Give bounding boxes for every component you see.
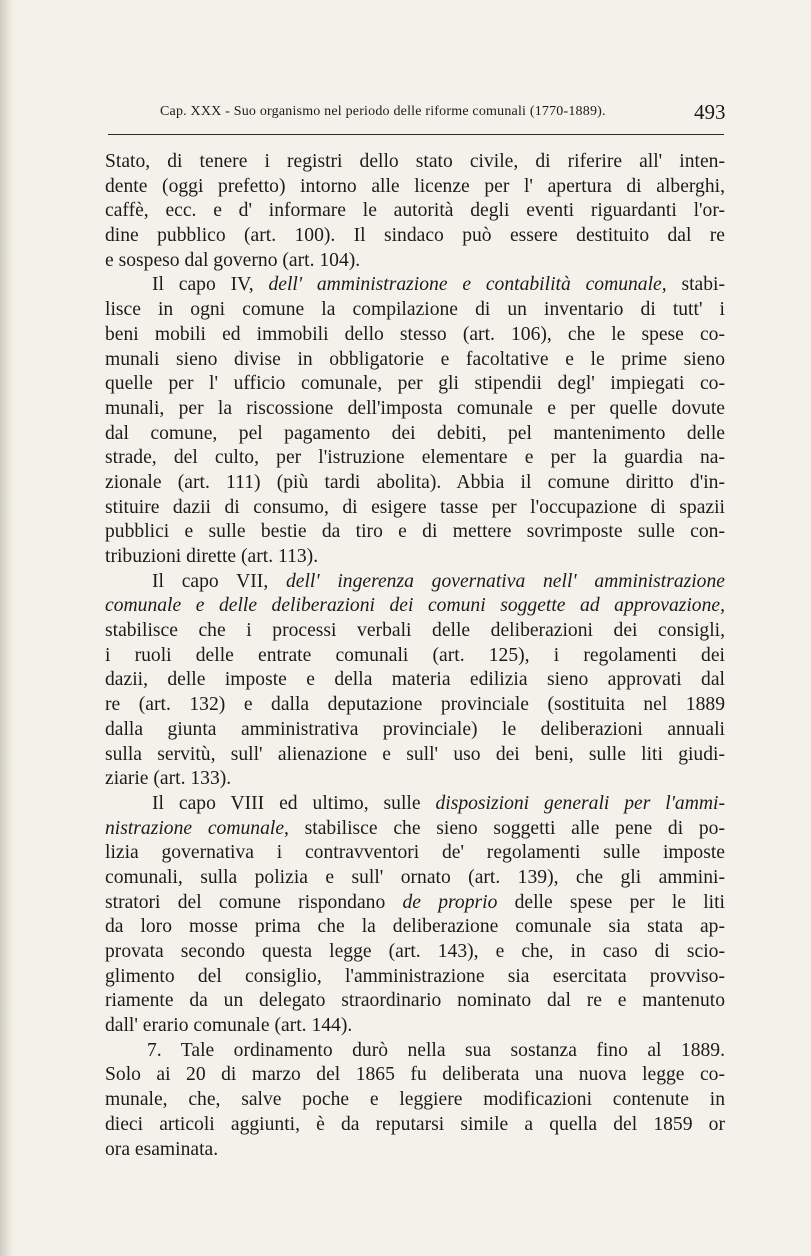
page-number: 493 (694, 100, 726, 124)
text-line: dalla giunta amministrativa provinciale) le deliberazioni annuali (105, 718, 725, 740)
text-line: munali, per la riscossione dell'imposta comunale e per quelle dovute (105, 397, 725, 419)
text-line: pubblici e sulle bestie da tiro e di mettere sovrimposte sulle con- (105, 521, 725, 543)
text-line: ziarie (art. 133). (105, 768, 232, 790)
text-line: glimento del consiglio, l'amministrazione sia esercitata provviso- (105, 965, 725, 987)
text-line: tribuzioni dirette (art. 113). (105, 546, 319, 567)
text-line: provata secondo questa legge (art. 143), e che, in caso di scio- (105, 941, 725, 962)
text-line: stabilisce che i processi verbali delle deliberazioni dei consigli, (105, 620, 725, 642)
text-line: dente (oggi prefetto) intorno alle licenze per l' apertura di alberghi, (105, 175, 725, 197)
text-line: strade, del culto, per l'istruzione elementare e per la guardia na- (105, 447, 725, 469)
text-line: zionale (art. 111) (più tardi abolita). Abbia il comune diritto d'in- (105, 471, 725, 493)
text-line: quelle per l' ufficio comunale, per gli stipendii degl' impiegati co- (105, 373, 725, 395)
text-line: dine pubblico (art. 100). Il sindaco può essere destituito dal re (105, 225, 725, 247)
text-line: munali sieno divise in obbligatorie e facoltative e le prime sieno (105, 348, 725, 370)
text-line: dieci articoli aggiunti, è da reputarsi simile a quella del 1859 or (105, 1113, 725, 1135)
text-line: dall' erario comunale (art. 144). (105, 1015, 353, 1037)
text-line: Il capo VIII ed ultimo, sulle disposizioni generali per l'ammi- (152, 792, 726, 814)
text-line: lizia governativa i contravventori de' regolamenti sulle imposte (105, 842, 725, 864)
text-line: sulla servitù, sull' alienazione e sull' uso dei beni, sulle liti giudi- (105, 743, 725, 765)
text-line: beni mobili ed immobili dello stesso (art. 106), che le spese co- (105, 323, 725, 345)
text-line: e sospeso dal governo (art. 104). (105, 249, 361, 271)
text-line: re (art. 132) e dalla deputazione provinciale (sostituita nel 1889 (105, 694, 725, 716)
text-line: Il capo VII, dell' ingerenza governativa nell' amministrazione (152, 570, 725, 592)
text-line: lisce in ogni comune la compilazione di un inventario di tutt' i (105, 299, 725, 321)
italic-phrase: de proprio (402, 891, 498, 913)
text-line: munale, che, salve poche e leggiere modificazioni contenute in (105, 1089, 725, 1111)
body-text (105, 150, 725, 1162)
page-binding-shadow (0, 0, 14, 1256)
italic-phrase: nistrazione comunale, (105, 817, 289, 839)
italic-phrase: dell' amministrazione e contabilità comunale, (268, 274, 667, 296)
text-line: caffè, ecc. e d' informare le autorità degli eventi riguardanti l'or- (105, 200, 725, 222)
text-line: Il capo IV, dell' amministrazione e contabilità comunale, stabi- (152, 274, 726, 296)
text-line: 7. Tale ordinamento durò nella sua sostanza fino al 1889. (147, 1039, 725, 1061)
text-line: da loro mosse prima che la deliberazione comunale sia stata ap- (105, 916, 725, 938)
italic-phrase: dell' ingerenza governativa nell' amministrazione (286, 570, 725, 592)
header-rule (108, 134, 724, 135)
italic-phrase: comunale e delle deliberazioni dei comuni soggette ad approvazione, (105, 595, 725, 617)
text-line: i ruoli delle entrate comunali (art. 125), i regolamenti dei (105, 644, 725, 666)
text-line: nistrazione comunale, stabilisce che sieno soggetti alle pene di po- (105, 817, 726, 839)
text-line: ora esaminata. (105, 1138, 219, 1160)
text-line: riamente da un delegato straordinario nominato dal re e mantenuto (105, 990, 725, 1012)
text-line: stituire dazii di consumo, di esigere tasse per l'occupazione di spazii (105, 496, 725, 518)
text-line: stratori del comune rispondano de proprio delle spese per le liti (105, 891, 725, 913)
text-line: dazii, delle imposte e della materia edilizia sieno approvati dal (105, 669, 725, 691)
text-line: dal comune, pel pagamento dei debiti, pel mantenimento delle (105, 422, 725, 444)
italic-phrase: disposizioni generali per l'ammi- (435, 792, 726, 814)
running-head: Cap. XXX - Suo organismo nel periodo delle riforme comunali (1770-1889). (160, 104, 606, 119)
text-line: comunali, sulla polizia e sull' ornato (art. 139), che gli ammini- (105, 866, 725, 888)
text-line (105, 594, 725, 619)
text-line: Solo ai 20 di marzo del 1865 fu deliberata una nuova legge co- (105, 1064, 725, 1086)
text-line: Stato, di tenere i registri dello stato civile, di riferire all' inten- (105, 151, 725, 172)
